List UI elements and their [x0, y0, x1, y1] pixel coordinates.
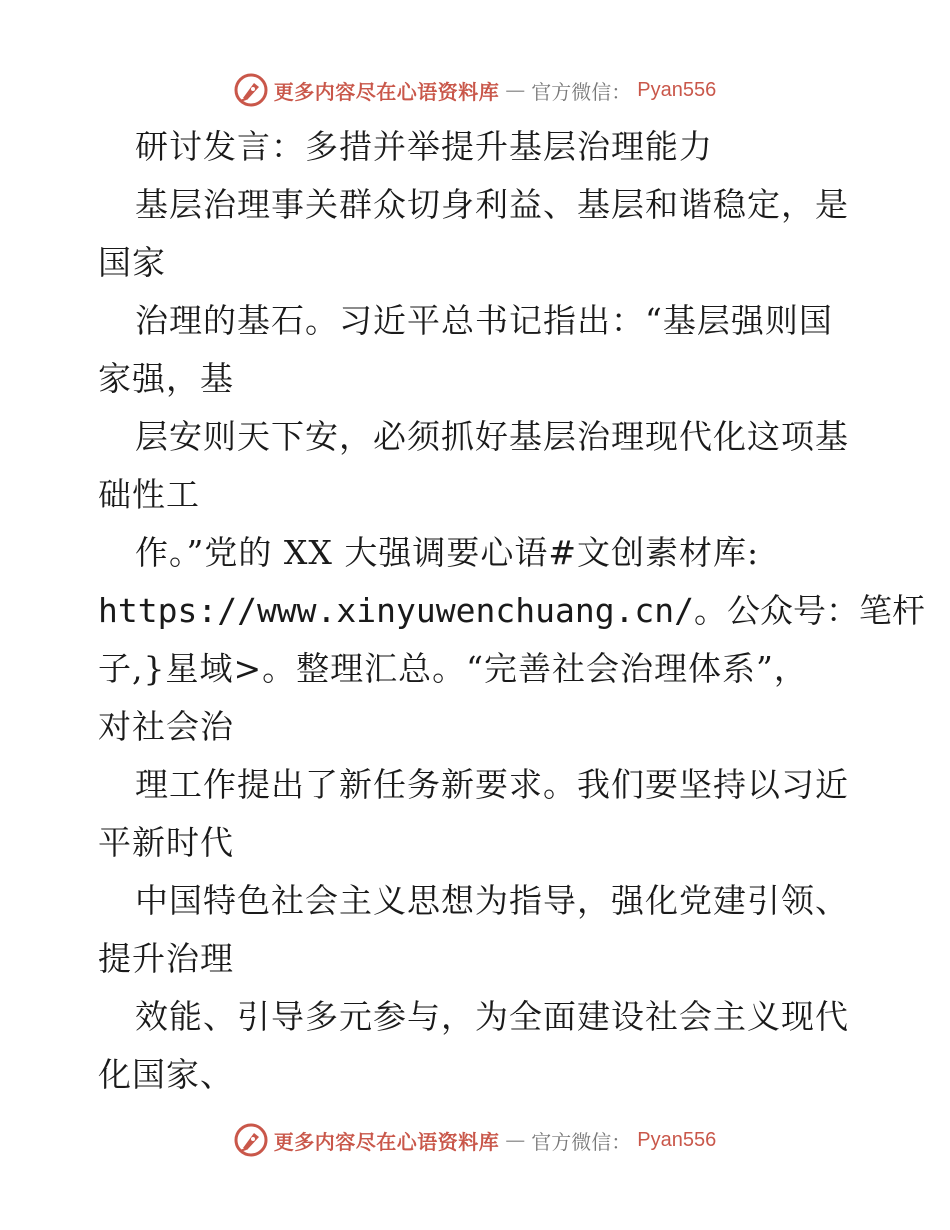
footer-brand-text: 更多内容尽在心语资料库: [273, 1129, 500, 1154]
text-line: 子,}星域>。整理汇总。“完善社会治理体系”，: [98, 649, 808, 688]
header-wechat-label: 官方微信：: [531, 79, 632, 104]
text-line: 治理的基石。习近平总书记指出：“基层强则国: [135, 301, 833, 340]
url-text-line: https://www.xinyuwenchuang.cn/。公众号：笔杆: [98, 591, 926, 630]
footer-separator: —: [505, 1128, 526, 1152]
text-line: 作。”党的 XX 大强调要心语#文创素材库:: [135, 533, 760, 572]
text-line: 平新时代: [98, 823, 234, 862]
header-watermark: [0, 70, 950, 110]
footer-watermark: [0, 1120, 950, 1160]
footer-wechat-label: 官方微信：: [531, 1129, 632, 1154]
text-line: 理工作提出了新任务新要求。我们要坚持以习近: [135, 765, 849, 804]
text-line: 础性工: [98, 475, 200, 514]
pen-nib-logo-icon: [234, 1123, 268, 1157]
header-wechat-id: Pyan556: [637, 78, 717, 101]
text-line: 层安则天下安，必须抓好基层治理现代化这项基: [135, 417, 849, 456]
text-line: 基层治理事关群众切身利益、基层和谐稳定，是: [135, 185, 849, 224]
text-line: 提升治理: [98, 939, 234, 978]
text-line: 国家: [98, 243, 166, 282]
text-line: 效能、引导多元参与，为全面建设社会主义现代: [135, 997, 849, 1036]
header-separator: —: [505, 78, 526, 102]
document-body: [98, 118, 926, 1104]
text-line: 中国特色社会主义思想为指导，强化党建引领、: [135, 881, 849, 920]
text-line: 化国家、: [98, 1055, 234, 1094]
text-line: 家强，基: [98, 359, 234, 398]
document-title: 研讨发言：多措并举提升基层治理能力: [135, 127, 713, 166]
pen-nib-logo-icon: [234, 73, 268, 107]
header-brand-text: 更多内容尽在心语资料库: [273, 79, 500, 104]
footer-wechat-id: Pyan556: [637, 1128, 717, 1151]
text-line: 对社会治: [98, 707, 234, 746]
